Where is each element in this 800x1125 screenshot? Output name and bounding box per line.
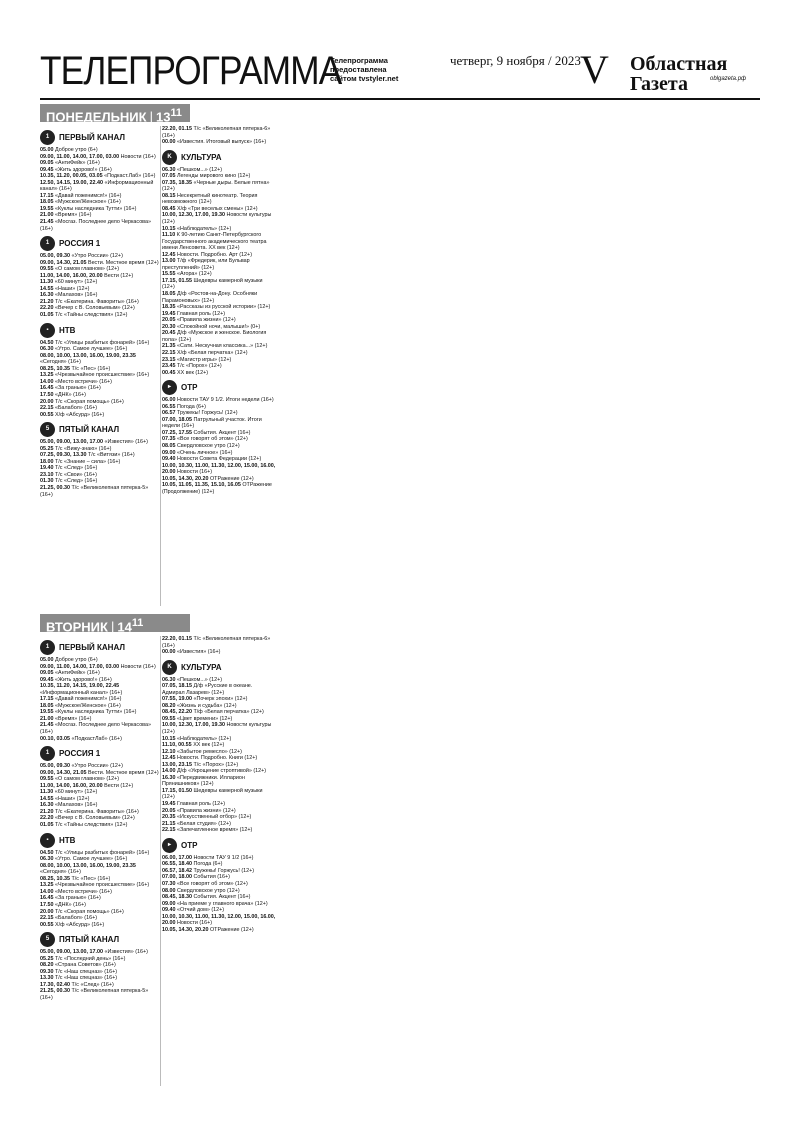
program-line: 06.30 «Пешком...» (12+) bbox=[162, 166, 223, 173]
channel-header bbox=[162, 660, 276, 675]
program-line: 21.25, 00.30 Т/с «Великолепная пятерка-5» (16+) bbox=[40, 988, 149, 1001]
mon-column-2 bbox=[162, 126, 276, 606]
program-line: 20.00 Т/с «Скорая помощь» (16+) bbox=[40, 398, 124, 405]
program-line: 11.00, 14.00, 16.00, 20.00 Вести (12+) bbox=[40, 782, 134, 789]
channel-header bbox=[162, 380, 276, 395]
listing bbox=[40, 439, 160, 498]
channel-header bbox=[40, 932, 160, 947]
program-line: 21.35 «Сати. Нескучная классика...» (12+) bbox=[162, 343, 268, 350]
program-line: 05.25 Т/с «Последний день» (16+) bbox=[40, 955, 126, 962]
program-line: 18.00 Т/с «Знание – сила» (16+) bbox=[40, 458, 121, 465]
program-line: 22.15 «Балабол» (16+) bbox=[40, 915, 98, 922]
program-line: 05.00, 09.00, 13.00, 17.00 «Известия» (16+) bbox=[40, 949, 148, 956]
otr-logo-icon: ▸ bbox=[162, 838, 177, 853]
program-line: 09.55 «О самом главном» (12+) bbox=[40, 776, 120, 783]
program-line: 17.15 «Давай поженимся!» (16+) bbox=[40, 696, 122, 703]
tue-column-2 bbox=[162, 636, 276, 1086]
program-line: 18.35 «Рассказы из русской истории» (12+) bbox=[162, 304, 271, 311]
program-line: 05.00, 09.30 «Утро России» (12+) bbox=[40, 763, 123, 770]
program-line: 09.45 «Жить здорово!» (16+) bbox=[40, 166, 112, 173]
program-line: 21.45 «Мосгаз. Последнее дело Черкасова» (16+) bbox=[40, 722, 151, 736]
program-line: 08.00 Свердловское утро (12+) bbox=[162, 887, 240, 894]
program-line: 07.05, 18.15 Д/ф «Русские в океане. Адмирал Лазарев» (12+) bbox=[162, 683, 253, 696]
program-line: 12.45 Новости. Подробно. Арт (12+) bbox=[162, 251, 252, 258]
program-line: 07.05 Легенды мирового кино (12+) bbox=[162, 173, 251, 180]
program-line: 16.45 «За гранью» (16+) bbox=[40, 895, 101, 902]
program-line: 21.15 «Белая студия» (12+) bbox=[162, 820, 231, 827]
program-line: 09.40 Новости Совета Федерации (12+) bbox=[162, 456, 262, 463]
program-line: 21.00 «Время» (16+) bbox=[40, 715, 92, 722]
program-line: 21.20 Т/с «Екатерина. Фавориты» (16+) bbox=[40, 808, 139, 815]
day-date: 14 bbox=[117, 619, 132, 635]
program-line: 14.00 «Место встречи» (16+) bbox=[40, 378, 112, 385]
day-separator: | bbox=[149, 109, 153, 125]
channel-header bbox=[40, 130, 160, 145]
program-line: 13.25 «Чрезвычайное происшествие» (16+) bbox=[40, 372, 150, 379]
program-line: 19.55 «Куклы наследника Тутти» (16+) bbox=[40, 709, 137, 716]
channel-5-logo-icon: 5 bbox=[40, 932, 55, 947]
program-line: 10.35, 11.20, 14.15, 19.00, 22.45 «Информационный канал» (16+) bbox=[40, 683, 123, 696]
program-line: 08.25, 10.35 Т/с «Пес» (16+) bbox=[40, 875, 111, 882]
channel-header bbox=[40, 833, 160, 848]
program-line: 07.30 «Все говорят об этом» (12+) bbox=[162, 880, 248, 887]
program-line: 07.35, 18.35 «Черные дыры. Белые пятна» (12+) bbox=[162, 179, 270, 193]
listing bbox=[162, 855, 276, 934]
program-line: 18.05 Д/ф «Ростов-на-Дону. Особняки Парамоновых» (12+) bbox=[162, 291, 258, 304]
program-line: 06.55, 18.40 Погода (6+) bbox=[162, 861, 223, 868]
russia-1-logo-icon: 1 bbox=[40, 236, 55, 251]
day-name: ВТОРНИК bbox=[46, 619, 108, 635]
program-line: 08.20 «Страна Советов» (16+) bbox=[40, 962, 116, 969]
program-line: 14.00 Д/ф «Укрощение строптивой» (12+) bbox=[162, 768, 267, 775]
program-line: 09.00, 11.00, 14.00, 17.00, 03.00 Новости (16+) bbox=[40, 663, 156, 670]
program-line: 08.45, 18.30 События. Акцент (16+) bbox=[162, 894, 251, 901]
program-line: 19.45 Главная роль (12+) bbox=[162, 801, 226, 808]
channel-header bbox=[162, 150, 276, 165]
listing bbox=[40, 253, 160, 318]
program-line: 10.15 «Наблюдатель» (12+) bbox=[162, 735, 232, 742]
program-line: 10.05, 11.05, 11.35, 15.10, 16.05 ОТРажение (Продолжение) (12+) bbox=[162, 482, 272, 495]
program-line: 08.00, 10.00, 13.00, 16.00, 19.00, 23.35 «Сегодня» (16+) bbox=[40, 862, 136, 876]
program-line: 22.20, 01.15 Т/с «Великолепная пятерка-6» (16+) bbox=[162, 126, 271, 139]
program-line: 00.00 «Известия. Итоговый выпуск» (16+) bbox=[162, 139, 267, 146]
program-line: 09.40 «Отчий дом» (12+) bbox=[162, 907, 225, 914]
program-line: 17.50 «ДНК» (16+) bbox=[40, 901, 86, 908]
program-line: 22.20, 01.15 Т/с «Великолепная пятерка-6» (16+) bbox=[162, 636, 271, 649]
day-banner-tuesday bbox=[40, 614, 190, 635]
program-line: 08.05 Свердловское утро (12+) bbox=[162, 442, 240, 449]
program-line: 20.05 «Правила жизни» (12+) bbox=[162, 807, 236, 814]
program-line: 10.00, 12.30, 17.00, 19.30 Новости культуры (12+) bbox=[162, 722, 272, 736]
newspaper-site: oblgazeta.рф bbox=[710, 76, 747, 82]
program-line: 17.15 «Давай поженимся!» (16+) bbox=[40, 192, 122, 199]
program-line: 18.05 «Мужское/Женское» (16+) bbox=[40, 702, 121, 709]
program-line: 22.20 «Вечер с В. Соловьевым» (12+) bbox=[40, 305, 135, 312]
column-rule bbox=[160, 636, 161, 1086]
program-line: 13.00 Т/ф «Фредерик, или Бульвар преступлений» (12+) bbox=[162, 258, 250, 271]
program-line: 06.55 Погода (6+) bbox=[162, 403, 206, 410]
program-line: 01.30 Т/с «След» (16+) bbox=[40, 478, 98, 485]
program-line: 06.57 Тружекы! Горжусь! (12+) bbox=[162, 410, 238, 417]
program-line: 08.15 Несекретный кинотеатр. Теория невозможного (12+) bbox=[162, 192, 258, 206]
program-line: 05.00, 09.00, 13.00, 17.00 «Известия» (16+) bbox=[40, 439, 148, 446]
day-month: 11 bbox=[131, 617, 144, 629]
program-line: 22.15 «Балабол» (16+) bbox=[40, 405, 98, 412]
program-line: 05.00 Доброе утро (6+) bbox=[40, 147, 98, 153]
mon-column-1 bbox=[40, 126, 160, 606]
program-line: 15.55 «Агора» (12+) bbox=[162, 271, 212, 278]
program-line: 08.00, 10.00, 13.00, 16.00, 19.00, 23.35 «Сегодня» (16+) bbox=[40, 352, 136, 366]
header-rule bbox=[40, 98, 760, 100]
issue-date: четверг, 9 ноября / 2023 bbox=[450, 53, 581, 68]
program-line: 17.30, 02.40 Т/с «След» (16+) bbox=[40, 981, 114, 988]
russia-1-logo-icon: 1 bbox=[40, 746, 55, 761]
program-line: 07.55, 19.00 «Почерк эпохи» (12+) bbox=[162, 696, 248, 703]
program-line: 23.15 «Магистр игры» (12+) bbox=[162, 356, 232, 363]
program-line: 11.30 «60 минут» (12+) bbox=[40, 789, 98, 796]
kultura-logo-icon: K bbox=[162, 660, 177, 675]
program-line: 10.00, 10.30, 11.00, 11.30, 12.00, 15.00, 16.00, 20.00 Новости (16+) bbox=[162, 462, 276, 476]
program-line: 11.00, 14.00, 16.00, 20.00 Вести (12+) bbox=[40, 272, 134, 279]
page-header bbox=[40, 48, 760, 102]
ntv-logo-icon: ▪ bbox=[40, 833, 55, 848]
program-line: 00.10, 03.05 «ПодкастЛаб» (16+) bbox=[40, 735, 122, 742]
channel-header bbox=[162, 838, 276, 853]
program-line: 18.05 «Мужское/Женское» (16+) bbox=[40, 199, 121, 206]
day-banner-monday bbox=[40, 104, 190, 125]
program-line: 09.45 «Жить здорово!» (16+) bbox=[40, 676, 112, 683]
program-line: 17.50 «ДНК» (16+) bbox=[40, 391, 86, 398]
program-line: 12.10 «Забытое ремесло» (12+) bbox=[162, 748, 242, 755]
source-note: Телепрограмма предоставлена сайтом tvstyler.net bbox=[330, 56, 399, 83]
listing bbox=[40, 147, 160, 232]
program-line: 13.00, 23.15 Т/с «Порох» (12+) bbox=[162, 761, 239, 768]
listing bbox=[40, 949, 160, 1001]
program-line: 19.40 Т/с «След» (16+) bbox=[40, 465, 98, 472]
program-line: 22.15 Х/ф «Белая перчатка» (12+) bbox=[162, 349, 248, 356]
program-line: 10.00, 12.30, 17.00, 19.30 Новости культуры (12+) bbox=[162, 212, 272, 226]
program-line: 07.25, 17.55 События. Акцент (16+) bbox=[162, 429, 251, 436]
otr-logo-icon: ▸ bbox=[162, 380, 177, 395]
channel-header bbox=[40, 323, 160, 338]
program-line: 20.05 «Правила жизни» (12+) bbox=[162, 317, 236, 324]
channel-name: НТВ bbox=[59, 835, 76, 845]
program-line: 14.55 «Наши» (12+) bbox=[40, 795, 90, 802]
program-line: 08.45 Х/ф «Три веселых смены» (12+) bbox=[162, 205, 258, 212]
channel-name: ПЕРВЫЙ КАНАЛ bbox=[59, 643, 125, 652]
channel-header bbox=[40, 422, 160, 437]
program-line: 09.00 «Очень личное» (16+) bbox=[162, 449, 233, 456]
section-numeral: V bbox=[580, 47, 609, 92]
channel-name: ОТР bbox=[181, 383, 198, 393]
program-line: 19.55 «Куклы наследника Тутти» (16+) bbox=[40, 205, 137, 212]
program-line: 09.00, 14.30, 21.05 Вести. Местное время (12+) bbox=[40, 769, 159, 776]
program-line: 09.05 «АнтиФейк» (16+) bbox=[40, 670, 100, 677]
program-line: 00.55 Х/ф «Абсурд» (16+) bbox=[40, 921, 105, 928]
program-line: 06.00, 17.00 Новости ТАУ 9 1/2 (16+) bbox=[162, 854, 254, 861]
program-line: 07.35 «Все говорят об этом» (12+) bbox=[162, 436, 248, 443]
program-line: 21.20 Т/с «Екатерина. Фавориты» (16+) bbox=[40, 298, 139, 305]
channel-5-logo-icon: 5 bbox=[40, 422, 55, 437]
program-line: 17.15, 01.55 Шедевры камерной музыки (12+) bbox=[162, 277, 263, 291]
day-separator: | bbox=[110, 619, 115, 635]
program-line: 09.00 «На приеме у главного врача» (12+) bbox=[162, 900, 268, 907]
program-line: 20.35 «Искусственный отбор» (12+) bbox=[162, 814, 252, 821]
program-line: 10.05, 14.30, 20.20 ОТРажение (12+) bbox=[162, 475, 254, 482]
channel-name: ПЯТЫЙ КАНАЛ bbox=[59, 425, 120, 435]
program-line: 23.10 Т/с «Свои» (16+) bbox=[40, 471, 97, 478]
program-line: 14.00 «Место встречи» (16+) bbox=[40, 888, 112, 895]
ntv-logo-icon: ▪ bbox=[40, 323, 55, 338]
program-line: 22.15 «Запечатленное время» (12+) bbox=[162, 827, 253, 834]
program-line: 00.55 Х/ф «Абсурд» (16+) bbox=[40, 411, 105, 418]
day-name: ПОНЕДЕЛЬНИК bbox=[46, 109, 147, 125]
tue-column-1 bbox=[40, 636, 160, 1086]
listing bbox=[162, 126, 276, 146]
program-line: 05.00 Доброе утро (6+) bbox=[40, 657, 98, 663]
program-line: 05.25 Т/с «Вижу-знаю» (16+) bbox=[40, 445, 112, 452]
channel-1-logo-icon: 1 bbox=[40, 640, 55, 655]
program-line: 16.45 «За гранью» (16+) bbox=[40, 385, 101, 392]
channel-header bbox=[40, 236, 160, 251]
program-line: 06.30 «Пешком...» (12+) bbox=[162, 676, 223, 683]
channel-name: НТВ bbox=[59, 325, 76, 335]
channel-name: ПЕРВЫЙ КАНАЛ bbox=[59, 133, 125, 142]
program-line: 10.05, 14.30, 20.20 ОТРажение (12+) bbox=[162, 926, 254, 933]
program-line: 21.00 «Время» (16+) bbox=[40, 212, 92, 219]
program-line: 11.10, 00.55 ХХ век (12+) bbox=[162, 742, 225, 749]
day-date: 13 bbox=[155, 109, 171, 125]
program-line: 09.55 «Цвет времени» (12+) bbox=[162, 715, 233, 722]
day-month: 11 bbox=[170, 107, 182, 119]
program-line: 09.05 «АнтиФейк» (16+) bbox=[40, 160, 100, 167]
program-line: 09.30 Т/с «Наш спецназ» (16+) bbox=[40, 968, 118, 975]
program-line: 08.45, 22.20 Т/ф «Белая перчатка» (12+) bbox=[162, 709, 264, 716]
program-line: 01.05 Т/с «Тайны следствия» (12+) bbox=[40, 822, 128, 829]
program-line: 04.50 Т/с «Улицы разбитых фонарей» (16+) bbox=[40, 849, 150, 856]
program-line: 00.00 «Известия» (16+) bbox=[162, 649, 221, 656]
program-line: 07.00, 18.00 События (16+) bbox=[162, 874, 230, 881]
program-line: 09.00, 14.30, 21.05 Вести. Местное время (12+) bbox=[40, 259, 159, 266]
program-line: 11.30 «60 минут» (12+) bbox=[40, 279, 98, 286]
program-line: 14.55 «Наши» (12+) bbox=[40, 285, 90, 292]
program-line: 06.30 «Утро. Самое лучшее» (16+) bbox=[40, 346, 128, 353]
listing bbox=[40, 763, 160, 828]
listing bbox=[162, 677, 276, 834]
program-line: 10.15 «Наблюдатель» (12+) bbox=[162, 225, 232, 232]
program-line: 19.45 Главная роль (12+) bbox=[162, 310, 226, 317]
column-rule bbox=[160, 126, 161, 606]
program-line: 08.20 «Жизнь и судьба» (12+) bbox=[162, 702, 237, 709]
program-line: 09.00, 11.00, 14.00, 17.00, 03.00 Новости (16+) bbox=[40, 153, 156, 160]
program-line: 10.35, 11.20, 00.05, 03.05 «Подкаст.Лаб» (16+) bbox=[40, 173, 156, 180]
channel-name: ОТР bbox=[181, 840, 198, 850]
program-line: 20.00 Т/с «Скорая помощь» (16+) bbox=[40, 908, 124, 915]
newspaper-logo bbox=[630, 54, 727, 94]
program-line: 04.50 Т/с «Улицы разбитых фонарей» (16+) bbox=[40, 339, 150, 346]
kultura-logo-icon: K bbox=[162, 150, 177, 165]
listing bbox=[40, 657, 160, 742]
program-line: 06.00 Новости ТАУ 9 1/2. Итоги недели (16+) bbox=[162, 397, 274, 404]
program-line: 20.30 «Спокойной ночи, малыши!» (0+) bbox=[162, 323, 261, 330]
channel-name: КУЛЬТУРА bbox=[181, 152, 222, 162]
page-title: ТЕЛЕПРОГРАММА bbox=[40, 49, 342, 93]
newspaper-name-line1: Областная bbox=[630, 53, 728, 75]
program-line: 16.30 «Малахов» (16+) bbox=[40, 292, 98, 299]
channel-1-logo-icon: 1 bbox=[40, 130, 55, 145]
program-line: 06.57, 18.42 Тружекы! Горжусь! (12+) bbox=[162, 867, 255, 874]
listing bbox=[162, 397, 276, 495]
program-line: 06.30 «Утро. Самое лучшее» (16+) bbox=[40, 856, 128, 863]
program-line: 07.00, 18.05 Патрульный участок. Итоги недели (16+) bbox=[162, 416, 262, 430]
program-line: 12.45 Новости. Подробно. Книги (12+) bbox=[162, 755, 258, 762]
program-line: 20.45 Д/ф «Мужское и женское. Биология пола» (12+) bbox=[162, 330, 267, 343]
channel-name: РОССИЯ 1 bbox=[59, 749, 101, 759]
program-line: 11.10 К 90-летию Санкт-Петербургского Государственного академического театра имени Ленсовета. ХХ век (12+) bbox=[162, 232, 267, 252]
channel-name: РОССИЯ 1 bbox=[59, 239, 101, 249]
program-line: 08.25, 10.35 Т/с «Пес» (16+) bbox=[40, 365, 111, 372]
program-line: 05.00, 09.30 «Утро России» (12+) bbox=[40, 253, 123, 260]
program-line: 22.20 «Вечер с В. Соловьевым» (12+) bbox=[40, 815, 135, 822]
program-line: 13.30 Т/с «Наш спецназ» (16+) bbox=[40, 975, 118, 982]
program-line: 13.25 «Чрезвычайное происшествие» (16+) bbox=[40, 882, 150, 889]
listing bbox=[40, 850, 160, 929]
channel-name: КУЛЬТУРА bbox=[181, 662, 222, 672]
program-line: 23.45 Т/с «Порох» (12+) bbox=[162, 363, 222, 370]
channel-header bbox=[40, 746, 160, 761]
newspaper-name-line2: Газета bbox=[630, 73, 688, 95]
listing bbox=[162, 636, 276, 656]
program-line: 16.30 «Малахов» (16+) bbox=[40, 802, 98, 809]
program-line: 09.55 «О самом главном» (12+) bbox=[40, 266, 120, 273]
listing bbox=[40, 340, 160, 419]
program-line: 07.25, 09.30, 13.30 Т/с «Витязи» (16+) bbox=[40, 452, 135, 459]
listing bbox=[162, 167, 276, 377]
program-line: 21.45 «Мосгаз. Последнее дело Черкасова» (16+) bbox=[40, 219, 151, 232]
channel-name: ПЯТЫЙ КАНАЛ bbox=[59, 935, 120, 945]
program-line: 10.00, 10.30, 11.00, 11.30, 12.00, 15.00, 16.00, 20.00 Новости (16+) bbox=[162, 913, 276, 927]
channel-header bbox=[40, 640, 160, 655]
program-line: 00.45 ХХ век (12+) bbox=[162, 369, 209, 376]
program-line: 12.50, 14.15, 19.00, 22.40 «Информационный канал» (16+) bbox=[40, 179, 154, 193]
program-line: 01.05 Т/с «Тайны следствия» (12+) bbox=[40, 312, 128, 319]
program-line: 21.25, 00.30 Т/с «Великолепная пятерка-5» (16+) bbox=[40, 484, 149, 498]
program-line: 17.15, 01.50 Шедевры камерной музыки (12+) bbox=[162, 787, 263, 801]
program-line: 16.30 «Передвижники. Илларион Прянишников» (12+) bbox=[162, 774, 245, 788]
